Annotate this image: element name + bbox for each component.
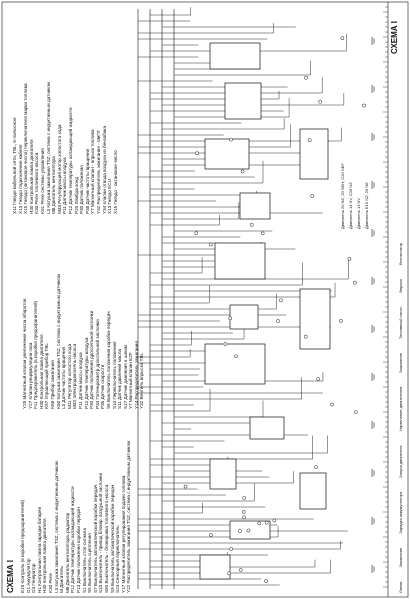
connector-dot xyxy=(234,355,237,358)
legend-item: H1 Контрольная лампа зарядки батареи xyxy=(36,506,42,593)
component-box xyxy=(300,129,328,179)
legend-item: L3 Катушка зажигания TSZ, система с индуктивным датчиком xyxy=(45,82,51,214)
function-cell: Линия xyxy=(398,581,403,593)
function-cell: Вентилятор xyxy=(398,243,403,265)
legend-item: X13 Гнездо подключения кабеля xyxy=(17,144,23,214)
connector-dot xyxy=(250,223,253,226)
legend-item: K30 Реле xyxy=(47,573,53,593)
connector-dot xyxy=(228,572,231,575)
legend-item: S24 Сенсорный переключатель xyxy=(115,525,121,593)
legend-item: P30 Датчик положения дроссельной заслонки xyxy=(89,310,95,409)
legend-item: L3 Катушка зажигания TSZ, система с индуктивным датчиком xyxy=(53,461,59,593)
engine-label: Двигатель 13 NV xyxy=(356,197,361,229)
connector-dot xyxy=(339,319,342,322)
connector-dot xyxy=(238,530,241,533)
legend-item: H30 Контрольная лампа двигателя xyxy=(38,334,44,409)
connector-dot xyxy=(247,529,250,532)
legend-item: P13 Датчик положения коробки передач xyxy=(75,507,81,593)
legend-item: P11 Датчик массы воздуха xyxy=(77,352,83,409)
connector-dot xyxy=(311,194,314,197)
connector-dot xyxy=(273,519,276,522)
legend-item: K68 Прибор зажигания xyxy=(49,360,55,409)
connector-dot xyxy=(242,516,245,519)
legend-item: Y14 Распределитель зажигания xyxy=(133,341,139,409)
engine-label: Двигатель 14 NV, C16 NZ xyxy=(348,182,353,229)
connector-dot xyxy=(354,411,357,414)
legend-item: K30 Реле топливного насоса xyxy=(34,152,40,214)
connector-dot xyxy=(242,510,245,513)
legend-column-3 xyxy=(12,82,118,214)
legend-item: M33 Электродвигатель насоса xyxy=(72,343,78,409)
legend-item: X15 Гнездо (октановое число) переключателя марки топлива xyxy=(23,83,29,214)
connector-dot xyxy=(230,547,233,550)
legend-item: K60 Катушка зажигания TSZ, система с индуктивным датчиком xyxy=(55,273,61,409)
legend-item: P12 Датчик температуры охлаждающей жидкости xyxy=(70,486,76,593)
legend-item: H30 Контрольная лампа двигателя xyxy=(42,518,48,593)
legend-item: S10 Выключатель - привод блокир. воздушной заслонки xyxy=(98,472,104,593)
engine-labels xyxy=(340,163,372,229)
legend-item: L3 Датчик частоты вращения xyxy=(61,346,67,409)
legend-item: M8 Двигатель вентилятора xyxy=(51,156,57,214)
function-cell: Топливный насос xyxy=(398,306,403,340)
legend-item: Y34 Клапан отвода воздуха из бензобака xyxy=(101,125,107,214)
connector-dot xyxy=(348,257,351,260)
legend-item: P35 Датчик частоты вращения xyxy=(84,148,90,214)
component-box xyxy=(225,83,261,119)
connector-dot xyxy=(317,378,320,381)
legend-item: S5 Выключатель сцепления xyxy=(87,533,93,593)
component-box xyxy=(205,139,249,169)
legend-item: M33 Регулирующий мотор холостого хода xyxy=(56,124,62,214)
legend-item: S6 Выключатель положения коробки передач xyxy=(105,311,111,409)
component-box xyxy=(210,459,236,489)
bottom-function-row xyxy=(398,229,403,593)
legend-item: S10 Переключатель положения xyxy=(111,341,117,409)
connector-dot xyxy=(319,100,322,103)
legend-item: S11 Датчик давления масла xyxy=(117,349,123,409)
connector-dot xyxy=(195,232,198,235)
connector-dot xyxy=(229,317,232,320)
component-box xyxy=(205,344,265,384)
connector-dot xyxy=(362,104,365,107)
legend-item: M11 Регулятор холостого хода xyxy=(66,344,72,409)
legend-item: S9 Выключатель автоматической коробки передач xyxy=(109,484,115,593)
legend-column-2 xyxy=(22,274,145,409)
function-cell: Зарядка аккумулятора xyxy=(398,491,403,534)
legend-item: S7 Выключатель автоматической коробки передач xyxy=(92,484,98,593)
connector-dot xyxy=(314,466,317,469)
legend-item: P34 Потенциометр дроссельной заслонки xyxy=(94,319,100,409)
connector-dot xyxy=(304,76,307,79)
connector-dot xyxy=(330,403,333,406)
legend-item: Y25 Магнитный клапан увеличения числа оборотов xyxy=(22,298,27,409)
legend-item: F11 Предохранитель (в коробке предохранителей) xyxy=(33,300,39,409)
legend-item: S1 Выключатель стоп-сигнала xyxy=(81,528,87,593)
connector-dot xyxy=(261,232,264,235)
connector-dot xyxy=(276,319,279,322)
legend-item: G1 Аккумулятор xyxy=(25,558,31,593)
legend-item: P20 Лямбда-зонд xyxy=(73,176,79,214)
component-box xyxy=(300,289,330,349)
legend-item: P12 Датчик температуры воздуха xyxy=(83,337,89,409)
legend-item: S17 Датчик давления в шинах xyxy=(122,344,128,409)
connector-dot xyxy=(304,335,307,338)
connector-dot xyxy=(195,152,198,155)
legend-item: H30 Контрольная лампа двигателя xyxy=(28,139,34,214)
legend-item: K51 Реле системы управления xyxy=(39,148,45,214)
connector-dot xyxy=(209,243,212,246)
connector-dot xyxy=(258,522,261,525)
legend-item: E19 Контроль (в коробке предохранителей) xyxy=(20,499,25,593)
legend-item: X13 Гнездо ECU xyxy=(107,179,113,214)
component-box xyxy=(215,243,265,279)
legend-item: K57 Управляющий прибор TBL xyxy=(44,343,50,409)
connector-dot xyxy=(184,485,187,488)
engine-label: Двигатель 20 NE, 20 SEH, C20 NEF xyxy=(340,163,345,229)
connector-dot xyxy=(229,138,232,141)
connector-dot xyxy=(353,281,356,284)
legend-item: S50 Выключатель - блокировка топливного насоса xyxy=(103,484,109,593)
connector-dot xyxy=(341,37,344,40)
legend-item: M Двигатель xyxy=(59,566,65,593)
legend-item: Y7 Магнитный клапан EZF xyxy=(128,352,134,409)
legend-item: Y22 Распределитель зажигания TSZ, система с индуктивным датчиком xyxy=(126,440,132,593)
function-cell: Впрыск xyxy=(398,278,403,293)
legend-item: P35 Датчик скорости xyxy=(100,364,106,409)
connector-dot xyxy=(241,170,244,173)
legend-item: Y32 Распределитель зажигания - МиПГ xyxy=(95,129,101,214)
connector-dot xyxy=(264,579,267,582)
engine-label: Двигатель E16 NZ, 20 NE xyxy=(364,182,369,229)
legend-item: Y27 Клапан рециркуляции газа xyxy=(27,342,33,409)
legend-item: G3 Генератор xyxy=(31,563,37,593)
legend-item: Y32 Вентиль впрыска TBL xyxy=(139,352,145,409)
component-box xyxy=(210,43,260,69)
legend-item: P30 Датчик положения xyxy=(79,165,85,214)
legend-item: X11 Гнездо кабельной сети, TBL, 5-полюсное xyxy=(12,117,17,214)
legend-item: P12 Датчик температуры охлаждающей жидкости xyxy=(67,107,73,214)
function-cell: Управление двигателем xyxy=(398,386,403,432)
component-box xyxy=(250,417,284,439)
component-box xyxy=(300,473,326,509)
legend-item: Y17 Магнитный клапан регулирования подачи топлива xyxy=(120,475,126,593)
connector-dot xyxy=(279,299,282,302)
connector-dot xyxy=(239,569,242,572)
function-cell: Зажигание xyxy=(398,547,403,568)
schema-title-right: СХЕМА I xyxy=(390,20,399,54)
legend-item: P11 Датчик массы воздуха xyxy=(62,157,68,214)
legend-item: X15 Гнездо - октановое число xyxy=(112,150,118,214)
connector-dot xyxy=(224,342,227,345)
legend-item: M6 Двигатель вентилятора, радиатор xyxy=(64,512,70,593)
connector-dot xyxy=(265,521,268,524)
function-cell: Зажигание xyxy=(398,353,403,373)
connector-dot xyxy=(308,139,311,142)
function-cell: Запуск двигателя xyxy=(398,445,403,478)
connector-dot xyxy=(209,533,212,536)
legend-column-1 xyxy=(20,441,132,593)
legend-item: Y7 Магнитный клапан - впрыск топлива xyxy=(90,129,96,214)
component-box xyxy=(200,555,230,579)
connector-dot xyxy=(243,496,246,499)
component-box xyxy=(240,193,270,219)
component-box xyxy=(230,305,258,329)
schema-title-left: СХЕМА I xyxy=(6,559,15,593)
